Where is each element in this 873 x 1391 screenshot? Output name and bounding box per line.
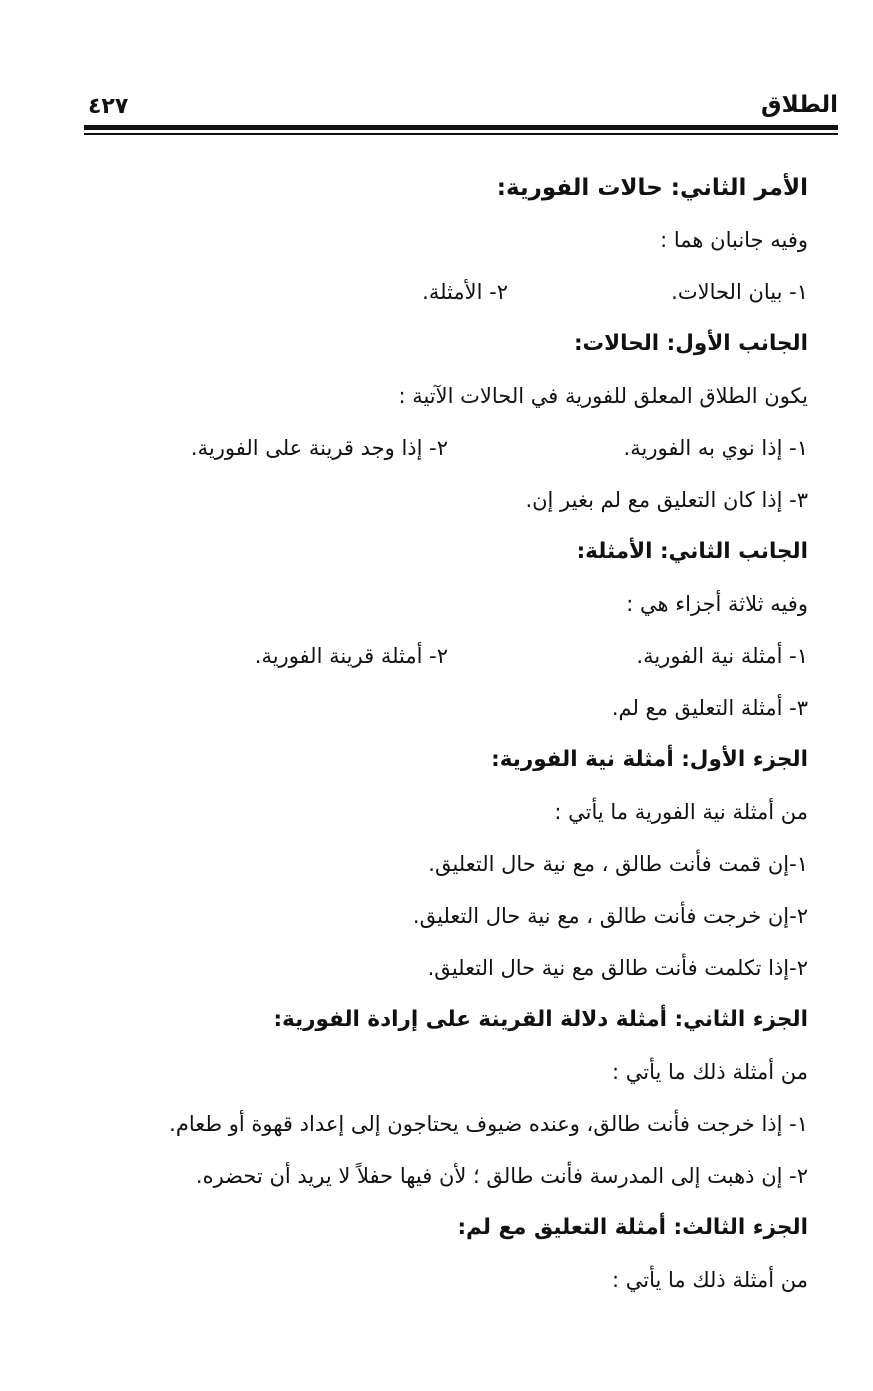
list-item: ١-إن قمت فأنت طالق ، مع نية حال التعليق. <box>428 852 808 876</box>
paragraph: من أمثلة ذلك ما يأتي : <box>611 1060 808 1084</box>
paragraph: من أمثلة نية الفورية ما يأتي : <box>554 800 808 824</box>
list-item: ١- إذا نوي به الفورية. <box>623 436 808 460</box>
list-row <box>88 266 808 318</box>
list-item: ٣- إذا كان التعليق مع لم بغير إن. <box>525 488 808 512</box>
list-item: ٣- أمثلة التعليق مع لم. <box>611 696 808 720</box>
list-row <box>88 422 808 474</box>
list-item: ٢- أمثلة قرينة الفورية. <box>254 644 448 668</box>
list-item: ١- أمثلة نية الفورية. <box>636 644 808 668</box>
page-number: ٤٢٧ <box>88 94 129 119</box>
paragraph: يكون الطلاق المعلق للفورية في الحالات الآتية : <box>398 384 808 408</box>
paragraph: وفيه ثلاثة أجزاء هي : <box>626 592 808 616</box>
part-heading: الجزء الثاني: أمثلة دلالة القرينة على إرادة الفورية: <box>273 1007 808 1032</box>
list-item: ٢-إن خرجت فأنت طالق ، مع نية حال التعليق. <box>412 904 808 928</box>
header-rule-thin <box>84 133 838 135</box>
section-heading: الأمر الثاني: حالات الفورية: <box>496 175 808 201</box>
list-row <box>88 630 808 682</box>
list-item: ٢- إذا وجد قرينة على الفورية. <box>190 436 448 460</box>
header-rule-thick <box>84 125 838 130</box>
subsection-heading: الجانب الأول: الحالات: <box>573 331 808 356</box>
list-item: ١- إذا خرجت فأنت طالق، وعنده ضيوف يحتاجون إلى إعداد قهوة أو طعام. <box>169 1112 808 1136</box>
list-item: ٢- إن ذهبت إلى المدرسة فأنت طالق ؛ لأن فيها حفلاً لا يريد أن تحضره. <box>195 1164 808 1188</box>
running-title: الطلاق <box>761 92 838 118</box>
part-heading: الجزء الأول: أمثلة نية الفورية: <box>491 747 808 772</box>
part-heading: الجزء الثالث: أمثلة التعليق مع لم: <box>457 1215 808 1240</box>
page-header <box>84 92 838 122</box>
paragraph: وفيه جانبان هما : <box>660 228 808 252</box>
paragraph: من أمثلة ذلك ما يأتي : <box>611 1268 808 1292</box>
list-item: ٢- الأمثلة. <box>422 280 508 304</box>
subsection-heading: الجانب الثاني: الأمثلة: <box>576 539 808 564</box>
page-body <box>88 162 808 1306</box>
list-item: ٢-إذا تكلمت فأنت طالق مع نية حال التعليق. <box>427 956 808 980</box>
list-item: ١- بيان الحالات. <box>671 280 808 304</box>
